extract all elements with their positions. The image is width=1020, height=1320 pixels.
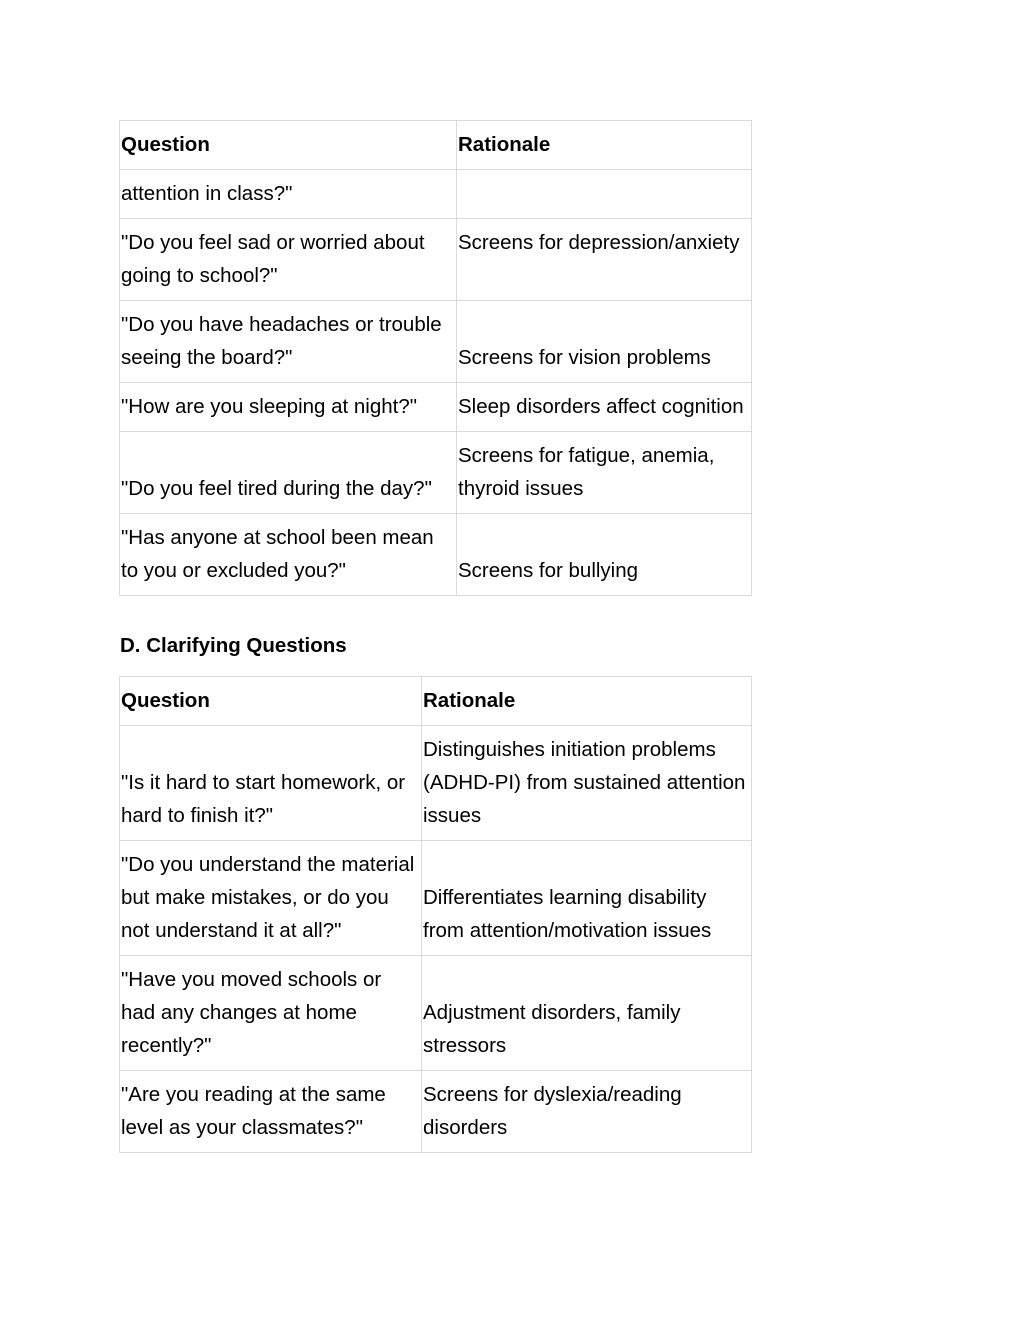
question-cell: attention in class?": [120, 170, 457, 219]
question-cell: "Is it hard to start homework, or hard to finish it?": [120, 726, 422, 841]
clarifying-questions-table: [119, 676, 752, 1153]
rationale-cell: Distinguishes initiation problems (ADHD-PI) from sustained attention issues: [422, 726, 752, 841]
column-header-question: Question: [120, 121, 457, 170]
table-row: [120, 301, 752, 383]
rationale-cell: Screens for vision problems: [457, 301, 752, 383]
rationale-cell: Screens for bullying: [457, 514, 752, 596]
table-row: [120, 219, 752, 301]
column-header-question: Question: [120, 677, 422, 726]
question-cell: "Are you reading at the same level as your classmates?": [120, 1071, 422, 1153]
rationale-cell: [457, 170, 752, 219]
table-row: [120, 726, 752, 841]
table-row: [120, 841, 752, 956]
question-cell: "Do you feel sad or worried about going to school?": [120, 219, 457, 301]
table-row: [120, 383, 752, 432]
question-cell: "Have you moved schools or had any changes at home recently?": [120, 956, 422, 1071]
section-heading-clarifying-questions: D. Clarifying Questions: [120, 634, 347, 657]
rationale-cell: Differentiates learning disability from attention/motivation issues: [422, 841, 752, 956]
table-row: [120, 956, 752, 1071]
screening-questions-table: [119, 120, 752, 596]
column-header-rationale: Rationale: [457, 121, 752, 170]
question-cell: "Do you have headaches or trouble seeing the board?": [120, 301, 457, 383]
rationale-cell: Adjustment disorders, family stressors: [422, 956, 752, 1071]
table-row: [120, 1071, 752, 1153]
question-cell: "How are you sleeping at night?": [120, 383, 457, 432]
question-cell: "Do you feel tired during the day?": [120, 432, 457, 514]
table-row: [120, 432, 752, 514]
column-header-rationale: Rationale: [422, 677, 752, 726]
table-row: [120, 170, 752, 219]
rationale-cell: Screens for dyslexia/reading disorders: [422, 1071, 752, 1153]
rationale-cell: Sleep disorders affect cognition: [457, 383, 752, 432]
question-cell: "Has anyone at school been mean to you or excluded you?": [120, 514, 457, 596]
rationale-cell: Screens for fatigue, anemia, thyroid issues: [457, 432, 752, 514]
rationale-cell: Screens for depression/anxiety: [457, 219, 752, 301]
table-header-row: [120, 677, 752, 726]
question-cell: "Do you understand the material but make mistakes, or do you not understand it at all?": [120, 841, 422, 956]
table-row: [120, 514, 752, 596]
table-header-row: [120, 121, 752, 170]
